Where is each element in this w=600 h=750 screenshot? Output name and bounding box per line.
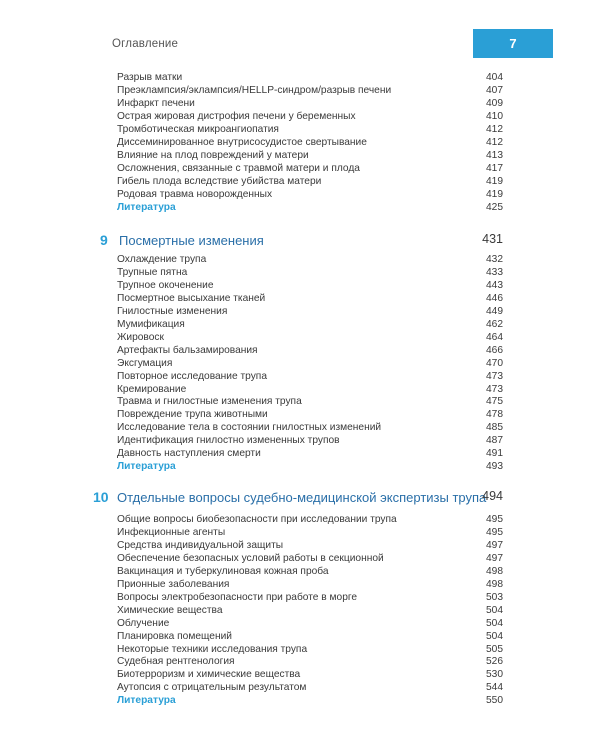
toc-entry-page: 443	[486, 279, 503, 291]
toc-entry-page: 470	[486, 357, 503, 369]
toc-entry-page: 473	[486, 370, 503, 382]
toc-entry-title: Биотерроризм и химические вещества	[117, 669, 301, 681]
toc-entry-title: Мумификация	[117, 318, 185, 330]
toc-entry-page: 412	[486, 123, 503, 135]
toc-entry-page: 446	[486, 292, 503, 304]
toc-entry[interactable]	[117, 618, 503, 631]
toc-entry-page: 504	[486, 617, 503, 629]
page-number-badge: 7	[473, 29, 553, 58]
toc-entry-page: 504	[486, 604, 503, 616]
toc-entry[interactable]	[117, 124, 503, 137]
toc-entry-title: Жировоск	[117, 331, 164, 343]
toc-entry[interactable]	[117, 527, 503, 540]
toc-entry-page: 464	[486, 331, 503, 343]
toc-entry[interactable]	[117, 644, 503, 657]
toc-entry[interactable]	[117, 176, 503, 189]
toc-entry-title: Охлаждение трупа	[117, 254, 207, 265]
toc-entry-title: Идентификация гнилостно измененных трупов	[117, 435, 340, 447]
toc-entry-page: 417	[486, 162, 503, 174]
toc-entry-page: 503	[486, 591, 503, 603]
chapter-10-heading[interactable]	[93, 489, 503, 505]
toc-entry[interactable]	[117, 579, 503, 592]
toc-entry[interactable]	[117, 189, 503, 202]
toc-entry-page: 497	[486, 552, 503, 564]
toc-entry-title: Преэклампсия/эклампсия/HELLP-синдром/разрыв печени	[117, 84, 392, 96]
toc-entry[interactable]	[117, 669, 503, 682]
toc-entry-title: Трупное окоченение	[117, 279, 214, 291]
toc-entry-title: Осложнения, связанные с травмой матери и плода	[117, 162, 360, 174]
toc-entry-title: Инфаркт печени	[117, 97, 195, 109]
toc-entry-page: 404	[486, 72, 503, 83]
toc-entry-page: 407	[486, 84, 503, 96]
chapter-page: 431	[482, 232, 503, 246]
toc-entry-page: 462	[486, 318, 503, 330]
toc-entry[interactable]	[117, 254, 503, 267]
toc-entry[interactable]	[117, 150, 503, 163]
toc-entry-title: Гибель плода вследствие убийства матери	[117, 175, 322, 187]
toc-entry[interactable]	[117, 384, 503, 397]
toc-entry[interactable]	[117, 371, 503, 384]
toc-entry-title: Обеспечение безопасных условий работы в секционной	[117, 552, 384, 564]
toc-entry[interactable]	[117, 435, 503, 448]
chapter-page: 494	[482, 489, 503, 503]
toc-entry-page: 550	[486, 695, 503, 707]
toc-entry[interactable]	[117, 566, 503, 579]
toc-entry-page: 433	[486, 266, 503, 278]
toc-entry-page: 495	[486, 526, 503, 538]
toc-entry-title: Литература	[117, 201, 176, 213]
toc-entry[interactable]	[117, 345, 503, 358]
toc-entry-page: 505	[486, 643, 503, 655]
toc-entry-page: 412	[486, 136, 503, 148]
toc-entry[interactable]	[117, 85, 503, 98]
toc-entry[interactable]	[117, 631, 503, 644]
toc-entry-title: Гнилостные изменения	[117, 305, 228, 317]
toc-entry-title: Литература	[117, 695, 176, 707]
toc-entry-page: 425	[486, 201, 503, 213]
toc-entry-page: 449	[486, 305, 503, 317]
toc-entry-title: Повреждение трупа животными	[117, 409, 268, 421]
toc-entry[interactable]	[117, 98, 503, 111]
toc-entry-title: Эксгумация	[117, 357, 173, 369]
toc-entry-title: Планировка помещений	[117, 630, 232, 642]
toc-entry-title: Посмертное высыхание тканей	[117, 292, 266, 304]
toc-entry-page: 413	[486, 149, 503, 161]
toc-entry-title: Влияние на плод повреждений у матери	[117, 149, 309, 161]
toc-entry-title: Общие вопросы биобезопасности при исследовании трупа	[117, 514, 397, 525]
toc-entry[interactable]	[117, 72, 503, 85]
toc-entry-title: Трупные пятна	[117, 266, 188, 278]
toc-entry-page: 410	[486, 110, 503, 122]
toc-entry-page: 544	[486, 682, 503, 694]
toc-entry-title: Повторное исследование трупа	[117, 370, 267, 382]
toc-entry[interactable]	[117, 540, 503, 553]
toc-entry[interactable]	[117, 514, 503, 527]
toc-entry-title: Химические вещества	[117, 604, 223, 616]
toc-entry-title: Артефакты бальзамирования	[117, 344, 258, 356]
toc-entry[interactable]	[117, 163, 503, 176]
toc-entry-title: Травма и гнилостные изменения трупа	[117, 396, 302, 408]
toc-entry[interactable]	[117, 409, 503, 422]
toc-entry-page: 478	[486, 409, 503, 421]
toc-entry[interactable]	[117, 293, 503, 306]
toc-entry-page: 497	[486, 539, 503, 551]
toc-literature-entry[interactable]	[117, 202, 503, 215]
toc-entry-page: 409	[486, 97, 503, 109]
chapter-9-heading[interactable]	[100, 232, 503, 248]
chapter-number: 10	[93, 489, 109, 505]
toc-entry-title: Аутопсия с отрицательным результатом	[117, 682, 307, 694]
toc-entry[interactable]	[117, 422, 503, 435]
chapter-title: Отдельные вопросы судебно-медицинской экспертизы трупа	[117, 490, 487, 505]
toc-entry[interactable]	[117, 396, 503, 409]
toc-entry-page: 419	[486, 188, 503, 200]
toc-entry-title: Судебная рентгенология	[117, 656, 235, 668]
toc-entry-title: Вакцинация и туберкулиновая кожная проба	[117, 565, 329, 577]
toc-entry[interactable]	[117, 137, 503, 150]
toc-entry[interactable]	[117, 267, 503, 280]
toc-entry[interactable]	[117, 448, 503, 461]
toc-section-previous	[117, 72, 503, 214]
toc-entry-page: 504	[486, 630, 503, 642]
toc-entry-page: 485	[486, 422, 503, 434]
toc-entry-page: 432	[486, 254, 503, 265]
toc-entry-title: Литература	[117, 461, 176, 473]
toc-entry[interactable]	[117, 358, 503, 371]
toc-entry[interactable]	[117, 553, 503, 566]
toc-entry-title: Разрыв матки	[117, 72, 183, 83]
toc-entry-page: 466	[486, 344, 503, 356]
toc-entry-title: Некоторые техники исследования трупа	[117, 643, 308, 655]
toc-entry-title: Прионные заболевания	[117, 578, 230, 590]
chapter-title: Посмертные изменения	[119, 233, 264, 248]
toc-literature-entry[interactable]	[117, 461, 503, 474]
toc-entry[interactable]	[117, 280, 503, 293]
toc-entry[interactable]	[117, 592, 503, 605]
toc-entry-title: Острая жировая дистрофия печени у беременных	[117, 110, 356, 122]
toc-entry-title: Средства индивидуальной защиты	[117, 539, 284, 551]
toc-entry[interactable]	[117, 656, 503, 669]
toc-entry[interactable]	[117, 332, 503, 345]
toc-entry-page: 495	[486, 514, 503, 525]
toc-entry-page: 475	[486, 396, 503, 408]
toc-chapter-9-list	[117, 254, 503, 474]
toc-entry-title: Родовая травма новорожденных	[117, 188, 273, 200]
toc-entry-title: Давность наступления смерти	[117, 448, 261, 460]
toc-entry-title: Диссеминированное внутрисосудистое свертывание	[117, 136, 367, 148]
toc-entry-page: 498	[486, 565, 503, 577]
toc-entry-title: Кремирование	[117, 383, 187, 395]
toc-entry-page: 498	[486, 578, 503, 590]
running-header-title: Оглавление	[112, 38, 179, 50]
toc-entry-page: 473	[486, 383, 503, 395]
toc-entry-page: 493	[486, 461, 503, 473]
toc-entry-title: Инфекционные агенты	[117, 526, 226, 538]
toc-entry-page: 530	[486, 669, 503, 681]
toc-literature-entry[interactable]	[117, 695, 503, 708]
toc-entry[interactable]	[117, 319, 503, 332]
toc-entry-title: Тромботическая микроангиопатия	[117, 123, 279, 135]
toc-entry-title: Облучение	[117, 617, 170, 629]
toc-entry[interactable]	[117, 306, 503, 319]
toc-entry-page: 419	[486, 175, 503, 187]
chapter-number: 9	[100, 232, 108, 248]
toc-entry[interactable]	[117, 682, 503, 695]
toc-entry[interactable]	[117, 605, 503, 618]
toc-entry-page: 491	[486, 448, 503, 460]
toc-chapter-10-list	[117, 514, 503, 708]
toc-entry-title: Исследование тела в состоянии гнилостных изменений	[117, 422, 382, 434]
toc-entry-title: Вопросы электробезопасности при работе в морге	[117, 591, 358, 603]
toc-entry[interactable]	[117, 111, 503, 124]
toc-entry-page: 526	[486, 656, 503, 668]
toc-entry-page: 487	[486, 435, 503, 447]
